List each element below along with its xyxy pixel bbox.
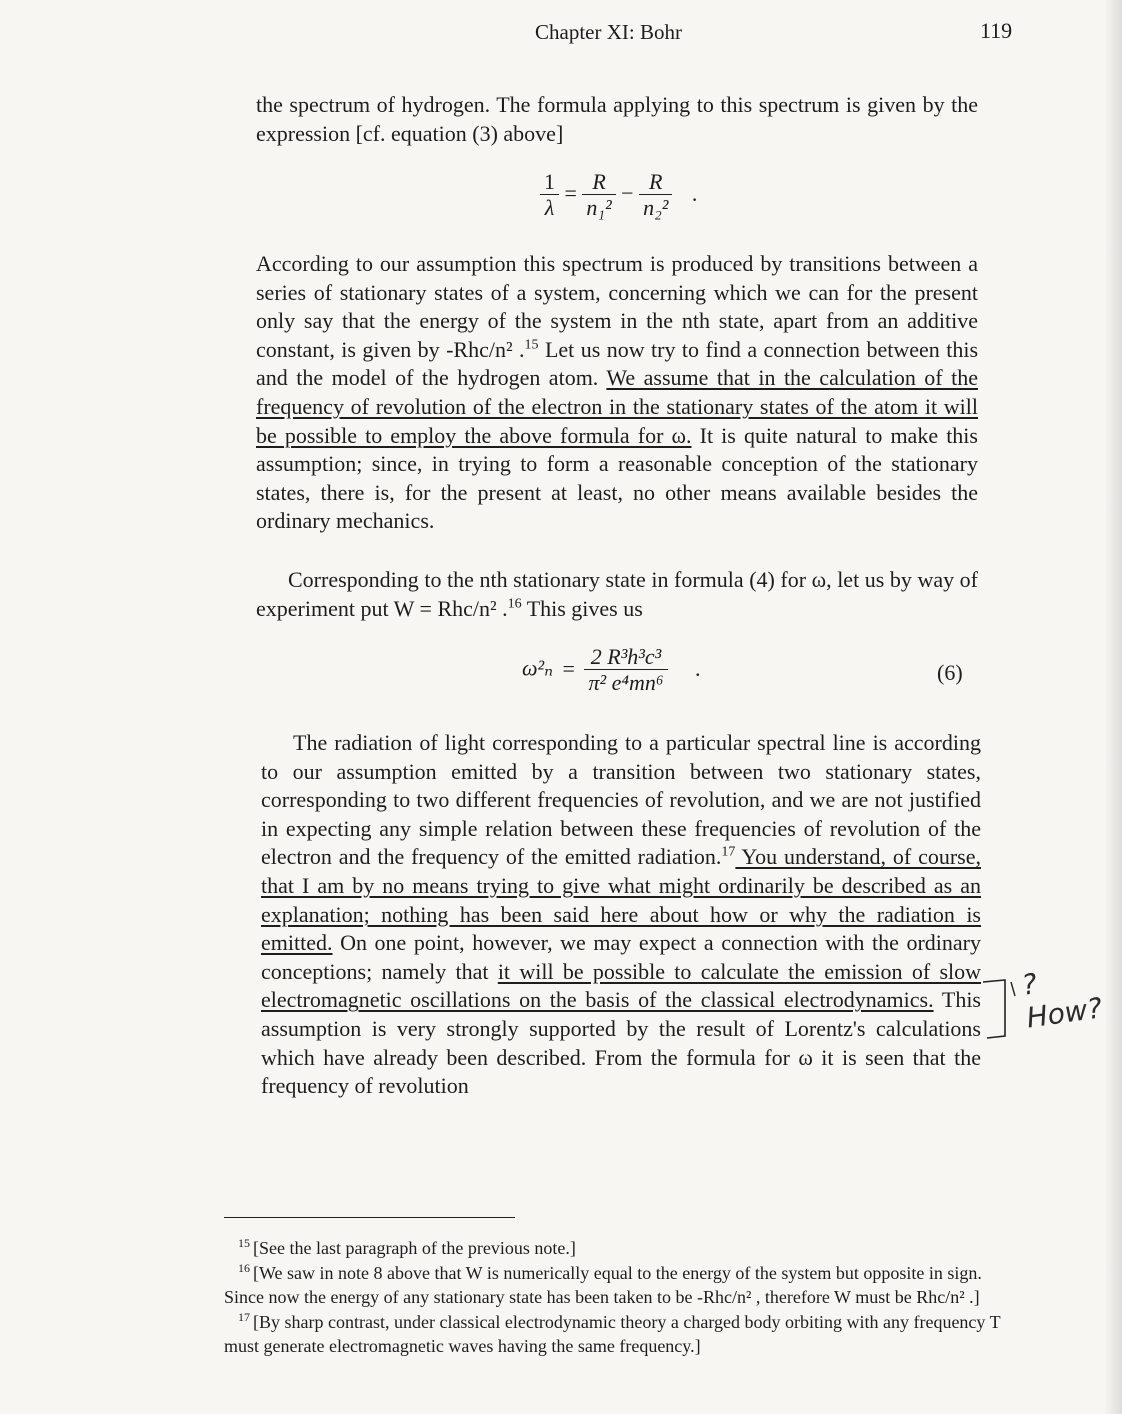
footnote-separator <box>224 1217 515 1218</box>
paragraph-3 <box>256 566 978 623</box>
paragraph-3-text: Corresponding to the nth stationary state in formula (4) for ω, let us by way of experiment put W = Rhc/n² .$^{16}$ This gives us <box>256 567 978 621</box>
equation-6-label: (6) <box>937 660 963 685</box>
page-number: 119 <box>980 18 1013 43</box>
paragraph-1-text: the spectrum of hydrogen. The formula applying to this spectrum is given by the expression [cf. equation (3) above] <box>256 92 978 146</box>
footnotes <box>224 1236 1014 1359</box>
underlined-passage-1: We assume that in the calculation of the frequency of revolution of the electron in the stationary states of the atom it will be possible to employ the above formula for ω. <box>256 365 978 448</box>
eq1-lhs: $\frac{1}{\lambda}$ <box>540 170 559 221</box>
equation-rydberg: $\frac{1}{\lambda}$ = $\frac{R}{\text{n₁²}}$ − $\frac{R}{\text{n₂²}}$ . <box>540 170 697 221</box>
paragraph-1 <box>256 91 978 148</box>
footnote-ref-17[interactable]: 17 <box>721 845 736 861</box>
underlined-passage-2: You understand, of course, that I am by no means trying to give what might ordinarily be described as an explanation; nothing has been said here about how or why the radiation is emitted. <box>261 844 981 956</box>
footnote-ref-16[interactable]: 16 <box>507 596 522 612</box>
paragraph-2 <box>256 250 978 536</box>
equation-6: ω²ₙ = $\frac{\text{2 R³h³c³}}{\text{π² e⁴mn⁶}}$ . <box>522 644 701 695</box>
footnote-17: $^{17}$ [By sharp contrast, under classical electrodynamic theory a charged body orbiting with any frequency T must generate electromagnetic waves having the same frequency.] <box>224 1309 1001 1356</box>
paragraph-4 <box>261 729 981 1101</box>
eq1-term1: $\frac{R}{\text{n₁²}}$ <box>582 170 615 221</box>
underlined-passage-3: it will be possible to calculate the emission of slow electromagnetic oscillations on the basis of the classical electrodynamics. <box>261 958 982 1013</box>
footnote-ref-15[interactable]: 15 <box>524 337 539 353</box>
eq6-fraction: $\frac{\text{2 R³h³c³}}{\text{π² e⁴mn⁶}}$ <box>584 645 667 696</box>
paragraph-4-text: The radiation of light corresponding to a particular spectral line is according to our assumption emitted by a transition between two stationary states, corresponding to two different frequencies of revolution, and we are not justified in expecting any simple relation between these frequencies of revolution of the electron and the frequency of the emitted radiation.$^{17}$ You understand, of course, that I am by no means trying to give what might ordinarily be described as an explanation; nothing has been said here about how or why the radiation is emitted. On one point, however, we may expect a connection with the ordinary conceptions; namely that it will be possible to calculate the emission of slow electromagnetic oscillations on the basis of the classical electrodynamics. This assumption is very strongly supported by the result of Lorentz's calculations which have already been described. From the formula for ω it is seen that the frequency of revolution <box>261 730 982 1099</box>
handwritten-annotation: ? How? <box>1019 967 1105 1035</box>
footnote-16: $^{16}$ [We saw in note 8 above that W is numerically equal to the energy of the system but opposite in sign. Since now the energy of any stationary state has been taken to be -Rhc/n² , therefore W must be Rhc/n² .] <box>224 1260 982 1307</box>
eq1-term2: $\frac{R}{\text{n₂²}}$ <box>639 170 672 221</box>
page-edge-shadow <box>1104 0 1122 1414</box>
paragraph-2-text: According to our assumption this spectrum is produced by transitions between a series of stationary states of a system, concerning which we can for the present only say that the energy of the system in the nth state, apart from an additive constant, is given by -Rhc/n² .$^{15}$ Let us now try to find a connection between this and the model of the hydrogen atom. We assume that in the calculation of the frequency of revolution of the electron in the stationary states of the atom it will be possible to employ the above formula for ω. It is quite natural to make this assumption; since, in trying to form a reasonable conception of the stationary states, there is, for the present at least, no other means available besides the ordinary mechanics. <box>256 251 979 534</box>
footnote-15: $^{15}$ [See the last paragraph of the previous note.] <box>238 1236 576 1258</box>
running-head: Chapter XI: Bohr <box>535 20 682 44</box>
